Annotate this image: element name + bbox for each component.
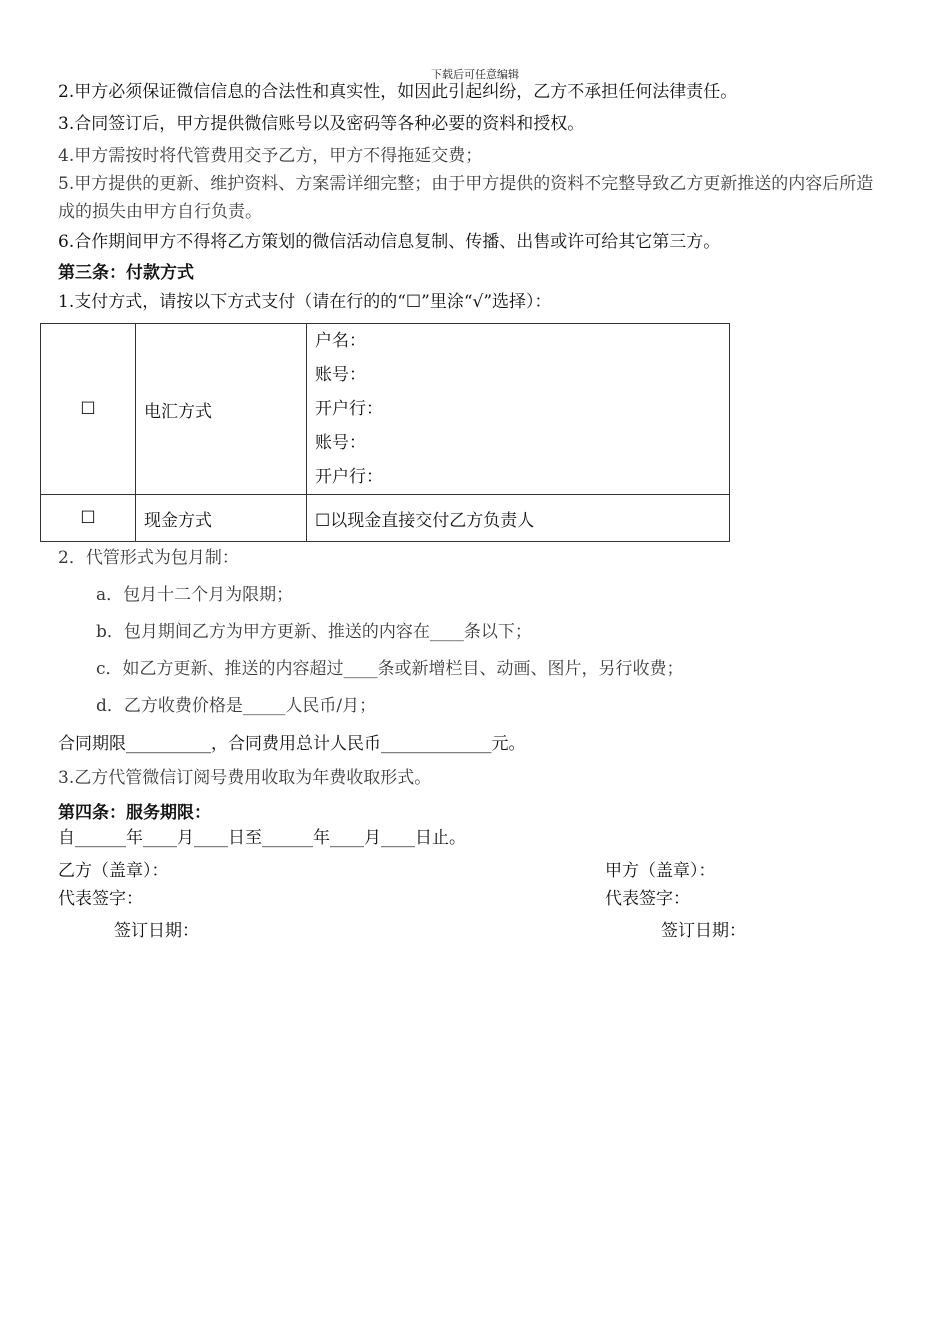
account-number-label: 账号：	[315, 365, 366, 385]
section-4-title: 第四条：服务期限：	[58, 803, 211, 823]
cash-method-label: 现金方式	[136, 495, 307, 542]
clause-5: 5.甲方提供的更新、维护资料、方案需详细完整；由于甲方提供的资料不完整导致乙方更新推送的内容后所造成的损失由甲方自行负责。	[58, 174, 874, 222]
payment-table	[40, 323, 730, 542]
cash-checkbox[interactable]: ☐	[41, 495, 136, 542]
management-item-a: a．包月十二个月为限期；	[96, 585, 294, 605]
clause-3: 3.合同签订后，甲方提供微信账号以及密码等各种必要的资料和授权。	[58, 114, 585, 134]
service-period: 自______年____月____日至______年____月____日止。	[58, 828, 466, 848]
payment-intro: 1.支付方式，请按以下方式支付（请在行的的“☐”里涂“√”选择）：	[58, 292, 552, 312]
bank-label-2: 开户行：	[315, 467, 383, 487]
party-b-sign-date: 签订日期：	[114, 921, 199, 941]
payment-row-wire	[41, 324, 730, 495]
management-item-b: b．包月期间乙方为甲方更新、推送的内容在____条以下；	[96, 622, 532, 642]
management-item-c: c．如乙方更新、推送的内容超过____条或新增栏目、动画、图片，另行收费；	[96, 659, 684, 679]
party-a-seal: 甲方（盖章）：	[605, 861, 716, 881]
contract-term: 合同期限__________，合同费用总计人民币_____________元。	[58, 734, 526, 754]
clause-4: 4.甲方需按时将代管费用交予乙方，甲方不得拖延交费；	[58, 146, 483, 166]
clause-2: 2.甲方必须保证微信信息的合法性和真实性，如因此引起纠纷，乙方不承担任何法律责任。	[58, 82, 738, 102]
party-a-sign-date: 签订日期：	[661, 921, 746, 941]
party-a-representative: 代表签字：	[605, 889, 690, 909]
payment-row-cash	[41, 495, 730, 542]
section-3-title: 第三条：付款方式	[58, 263, 194, 283]
wire-checkbox[interactable]: ☐	[41, 324, 136, 495]
cash-detail: ☐以现金直接交付乙方负责人	[307, 495, 730, 542]
account-name-label: 户名：	[315, 331, 366, 351]
bank-label: 开户行：	[315, 399, 383, 419]
clause-6: 6.合作期间甲方不得将乙方策划的微信活动信息复制、传播、出售或许可给其它第三方。	[58, 232, 721, 252]
wire-method-label: 电汇方式	[136, 324, 307, 495]
party-b-seal: 乙方（盖章）：	[58, 861, 169, 881]
party-b-representative: 代表签字：	[58, 889, 143, 909]
management-title: 2．代管形式为包月制：	[58, 548, 239, 568]
header-note: 下载后可任意编辑	[431, 68, 519, 81]
account-number-label-2: 账号：	[315, 433, 366, 453]
management-item-d: d．乙方收费价格是_____人民币/月；	[96, 696, 377, 716]
annual-fee-clause: 3.乙方代管微信订阅号费用收取为年费收取形式。	[58, 768, 432, 788]
wire-bank-details	[307, 324, 730, 495]
